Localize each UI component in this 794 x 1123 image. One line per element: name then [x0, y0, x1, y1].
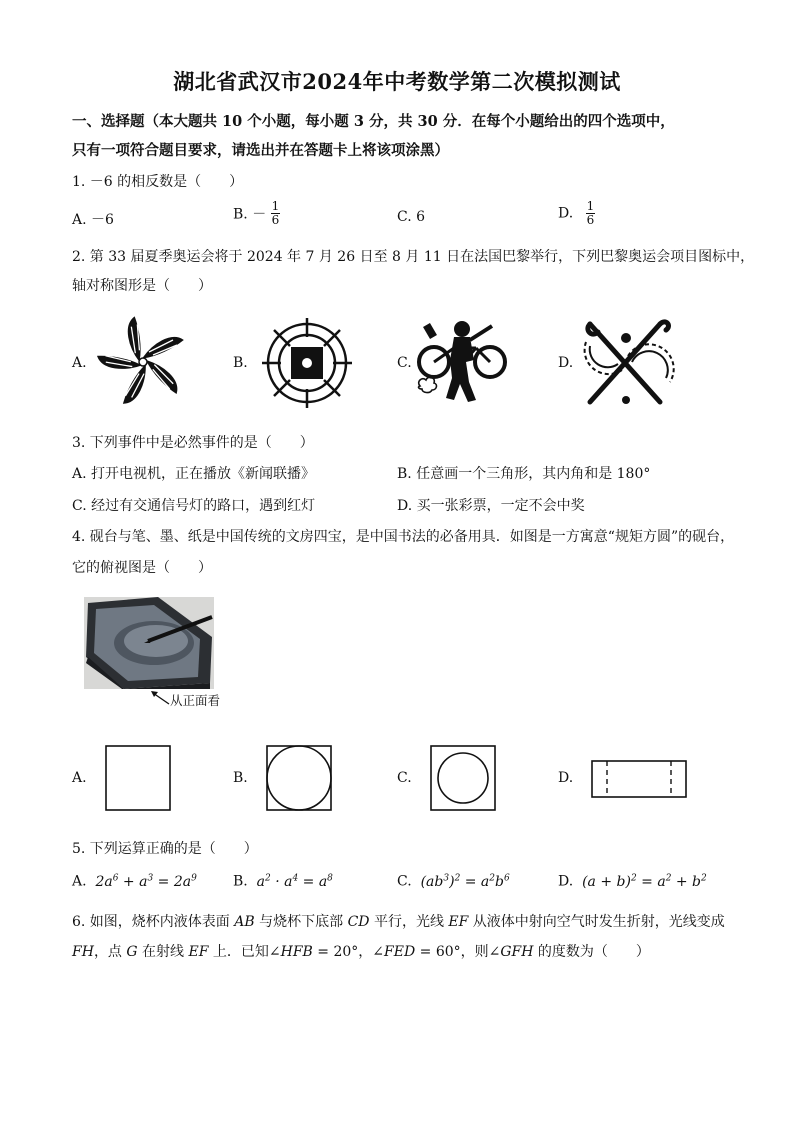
q6-text: 在射线 — [137, 944, 189, 960]
q6-text: ，点 — [93, 944, 127, 960]
section-header-line1: 一、选择题（本大题共 10 个小题，每小题 3 分，共 30 分．在每个小题给出的四个选项中， — [72, 113, 675, 130]
view-square-small-circle — [430, 745, 496, 811]
q1-option-d-fraction — [586, 200, 596, 227]
q4-option-b-label: B. — [233, 770, 248, 786]
q1-option-b — [233, 200, 280, 227]
q6-var-hfb: HFB — [280, 944, 313, 960]
page-title: 湖北省武汉市2024年中考数学第二次模拟测试 — [173, 69, 621, 94]
q6-text: 的度数为（ ） — [533, 944, 650, 960]
q6-var-ab: AB — [234, 914, 255, 930]
q5-option-d: D. $(a + b)^2 = a^2 + b^2$ — [558, 873, 707, 890]
q1-option-b-prefix: B. － — [233, 206, 267, 223]
q4-option-c-label: C. — [397, 770, 412, 786]
q4-option-d-label: D. — [558, 770, 574, 786]
section-header-line2: 只有一项符合题目要求，请选出并在答题卡上将该项涂黑） — [72, 142, 449, 159]
q6-var-g: G — [126, 944, 138, 960]
q1-option-c: C. 6 — [397, 209, 426, 225]
q6-var-fed: FED — [384, 944, 416, 960]
q1-option-d-numerator: 1 — [586, 199, 595, 213]
q5-option-d-label: D. — [558, 873, 574, 890]
q3-option-a: A. 打开电视机，正在播放《新闻联播》 — [72, 466, 316, 482]
q2-stem-line2: 轴对称图形是（ ） — [72, 278, 212, 294]
arrow-up-left-icon — [149, 690, 171, 708]
q6-var-gfh: GFH — [500, 944, 534, 960]
view-square — [105, 745, 171, 811]
pinwheel-icon — [96, 316, 190, 408]
q4-stem-line2: 它的俯视图是（ ） — [72, 560, 212, 576]
q3-option-c: C. 经过有交通信号灯的路口，遇到红灯 — [72, 498, 316, 514]
q6-text: = 60°，则∠ — [415, 944, 501, 960]
q3-option-b: B. 任意画一个三角形，其内角和是 180° — [397, 466, 651, 482]
q5-option-c: C. $(ab^3)^2 = a^2b^6$ — [397, 873, 510, 890]
q6-text: 上．已知∠ — [208, 944, 281, 960]
view-square-inscribed-circle — [266, 745, 332, 811]
q6-var-ef: EF — [188, 944, 209, 960]
q6-text: 与烧杯下底部 — [254, 914, 348, 930]
q1-option-d — [558, 200, 595, 227]
q1-option-d-prefix: D. — [558, 205, 574, 222]
q2-option-a-label: A. — [72, 355, 87, 371]
q1-option-b-numerator: 1 — [271, 199, 280, 213]
q6-text: 平行，光线 — [369, 914, 449, 930]
q6-text: 从液体中射向空气时发生折射，光线变成 — [468, 914, 725, 930]
q2-option-c-label: C. — [397, 355, 412, 371]
inkstone-photo — [84, 597, 214, 689]
q1-option-b-fraction — [271, 200, 281, 227]
q6-var-fh: FH — [72, 944, 94, 960]
q5-option-b: B. $a^2 \cdot a^4 = a^8$ — [233, 873, 333, 890]
q6-var-ef: EF — [448, 914, 469, 930]
q2-option-b-label: B. — [233, 355, 248, 371]
q5-stem: 5. 下列运算正确的是（ ） — [72, 841, 258, 857]
q1-option-a: A. －6 — [72, 212, 114, 228]
q6-stem-line1 — [72, 911, 725, 931]
q5-option-c-label: C. — [397, 873, 412, 890]
q4-option-a-label: A. — [72, 770, 87, 786]
hockey-sticks-icon — [582, 316, 674, 410]
q6-text: = 20°，∠ — [312, 944, 385, 960]
q4-stem-line1: 4. 砚台与笔、墨、纸是中国传统的文房四宝，是中国书法的必备用具．如图是一方寓意“规矩方圆”的砚台， — [72, 529, 735, 545]
q6-stem-line2 — [72, 941, 650, 961]
q3-option-d: D. 买一张彩票，一定不会中奖 — [397, 498, 585, 514]
q5-option-a-label: A. — [72, 873, 87, 890]
q1-option-b-denominator: 6 — [271, 213, 280, 227]
shooting-target-icon — [260, 318, 354, 408]
q1-stem: 1. －6 的相反数是（ ） — [72, 174, 244, 190]
q6-text: 6. 如图，烧杯内液体表面 — [72, 914, 235, 930]
q6-var-cd: CD — [347, 914, 370, 930]
q2-option-d-label: D. — [558, 355, 574, 371]
q2-stem-line1: 2. 第 33 届夏季奥运会将于 2024 年 7 月 26 日至 8 月 11 日在法国巴黎举行，下列巴黎奥运会项目图标中， — [72, 249, 755, 265]
cyclist-icon — [414, 320, 510, 406]
q5-option-a: A. $2a^6 + a^3 = 2a^9$ — [72, 873, 197, 890]
q5-option-b-label: B. — [233, 873, 248, 890]
q3-stem: 3. 下列事件中是必然事件的是（ ） — [72, 435, 314, 451]
photo-caption: 从正面看 — [170, 693, 221, 708]
q1-option-d-denominator: 6 — [586, 213, 595, 227]
view-rectangle-dashed — [591, 760, 687, 798]
